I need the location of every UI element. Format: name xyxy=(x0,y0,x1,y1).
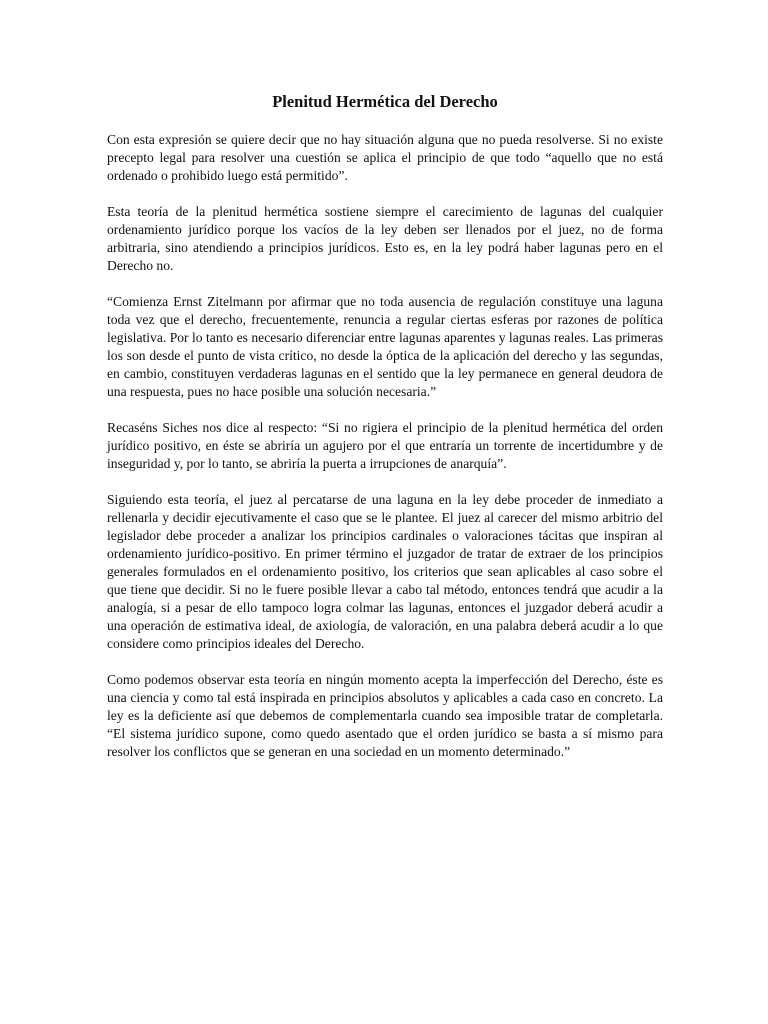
paragraph: Como podemos observar esta teoría en ningún momento acepta la imperfección del Derecho, éste es una ciencia y como tal está inspirada en principios absolutos y aplicables a cada caso en concreto. La ley es la deficiente así que debemos de complementarla cuando sea imposible tratar de completarla. “El sistema jurídico supone, como quedo asentado que el orden jurídico se basta a sí mismo para resolver los conflictos que se generan en una sociedad en un momento determinado.” xyxy=(107,672,663,759)
paragraph: Recaséns Siches nos dice al respecto: “Si no rigiera el principio de la plenitud hermética del orden jurídico positivo, en éste se abriría un agujero por el que entraría un torrente de incertidumbre y de inseguridad y, por lo tanto, se abriría la puerta a irrupciones de anarquía”. xyxy=(107,420,663,471)
paragraph: Esta teoría de la plenitud hermética sostiene siempre el carecimiento de lagunas del cualquier ordenamiento jurídico porque los vacíos de la ley deben ser llenados por el juez, no de forma arbitraria, sino atendiendo a principios jurídicos. Esto es, en la ley podrá haber lagunas pero en el Derecho no. xyxy=(107,204,663,273)
paragraph: Siguiendo esta teoría, el juez al percatarse de una laguna en la ley debe proceder de inmediato a rellenarla y decidir ejecutivamente el caso que se le plantee. El juez al carecer del mismo arbitrio del legislador debe proceder a analizar los principios cardinales o valoraciones tácitas que inspiran al ordenamiento jurídico-positivo. En primer término el juzgador de tratar de extraer de los principios generales formulados en el ordenamiento positivo, los criterios que sean aplicables al caso sobre el que tiene que decidir. Si no le fuere posible llevar a cabo tal método, entonces tendrá que acudir a la analogía, si a pesar de ello tampoco logra colmar las lagunas, entonces el juzgador deberá acudir a una operación de estimativa ideal, de axiología, de valoración, en una palabra deberá acudir a lo que considere como principios ideales del Derecho. xyxy=(107,492,663,651)
document-title: Plenitud Hermética del Derecho xyxy=(272,92,498,111)
paragraph: “Comienza Ernst Zitelmann por afirmar que no toda ausencia de regulación constituye una laguna toda vez que el derecho, frecuentemente, renuncia a regular ciertas esferas por razones de política legislativa. Por lo tanto es necesario diferenciar entre lagunas aparentes y lagunas reales. Las primeras los son desde el punto de vista crítico, no desde la óptica de la aplicación del derecho y las segundas, en cambio, constituyen verdaderas lagunas en el sentido que la ley permanece en general deudora de una respuesta, pues no hace posible una solución necesaria.” xyxy=(107,294,663,399)
paragraph: Con esta expresión se quiere decir que no hay situación alguna que no pueda resolverse. Si no existe precepto legal para resolver una cuestión se aplica el principio de que todo “aquello que no está ordenado o prohibido luego está permitido”. xyxy=(107,132,663,183)
